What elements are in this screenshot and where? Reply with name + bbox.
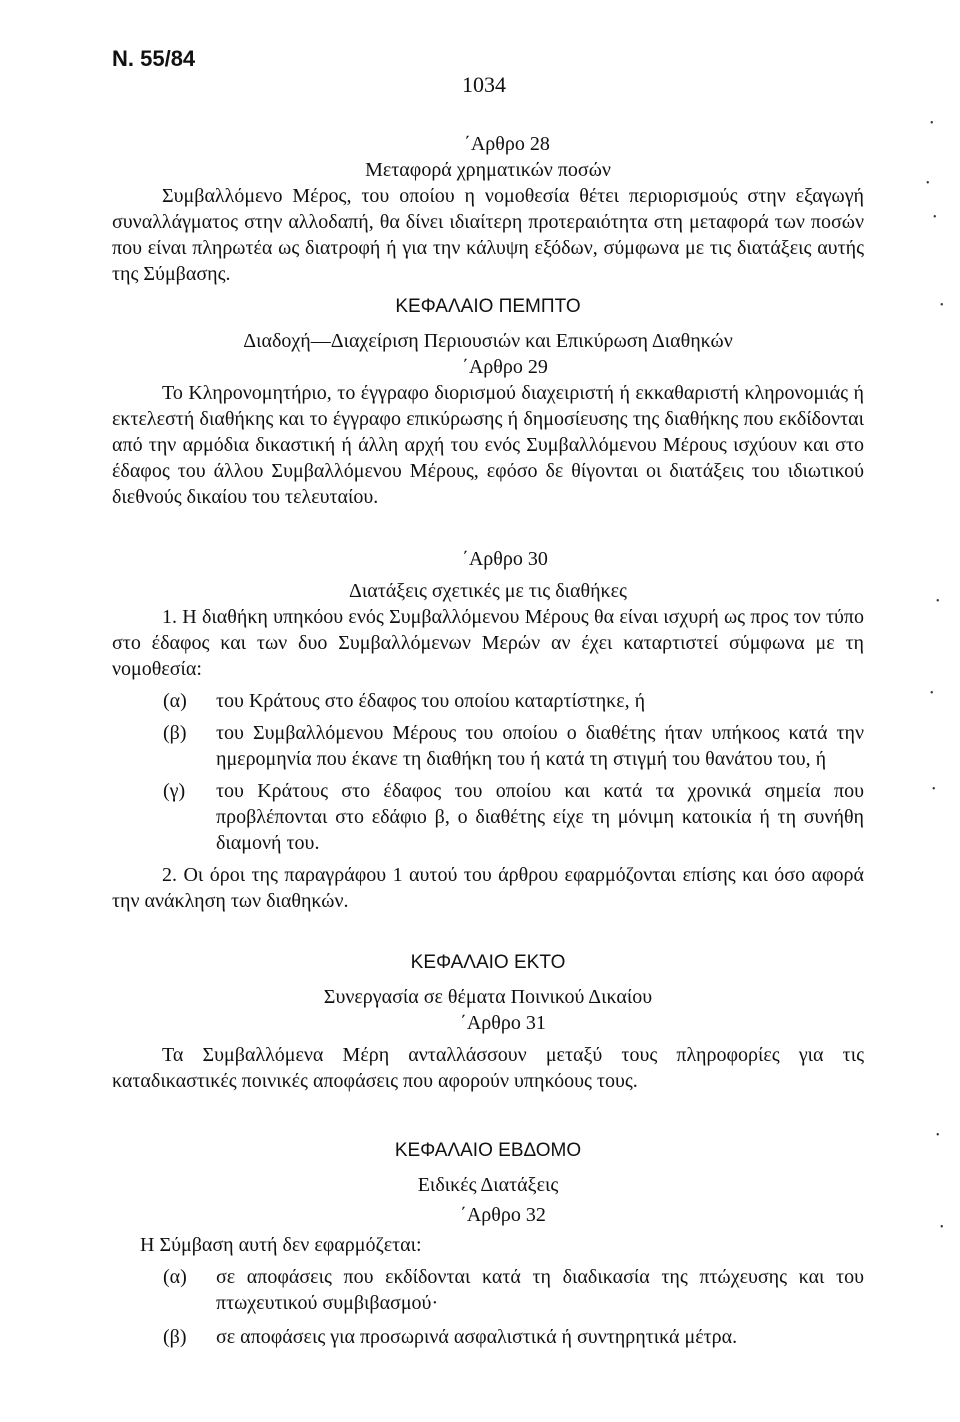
scan-speck: • (933, 212, 937, 223)
article-30-paragraph-1: 1. Η διαθήκη υπηκόου ενός Συμβαλλόμενου Μέρους θα είναι ισχυρή ως προς τον τύπο στο έδαφος και των δυο Συμβαλλόμενων Μερών αν έχει καταρτιστεί σύμφωνα με τη νομοθεσία: (112, 606, 864, 680)
article-31-body: Τα Συμβαλλόμενα Μέρη ανταλλάσσουν μεταξύ τους πληροφορίες για τις καταδικαστικές ποινικές αποφάσεις που αφορούν υπηκόους τους. (112, 1044, 864, 1092)
article-28-subtitle: Μεταφορά χρηματικών ποσών (365, 159, 611, 181)
list-item-label: (β) (163, 1326, 187, 1348)
article-30-subtitle: Διατάξεις σχετικές με τις διαθήκες (349, 580, 627, 602)
scan-speck: • (926, 178, 930, 189)
article-29-body: Το Κληρονομητήριο, το έγγραφο διορισμού διαχειριστή ή εκκαθαριστή κληρονομιάς ή εκτελεστή διαθήκης και το έγγραφο επικύρωσης ή δημοσίευσης της διαθήκης που εκδίδονται από την αρμόδια δικαστική ή άλλη αρχή του ενός Συμβαλλόμενου Μέρους ισχύουν και στο έδαφος του άλλου Συμβαλλόμενου Μέρους, εφόσο δε θίγονται οι διατάξεις του ιδιωτικού διεθνούς δικαίου του τελευταίου. (112, 382, 864, 508)
list-item-text: του Κράτους στο έδαφος του οποίου και κατά τα χρονικά σημεία που προβλέπονται στο εδάφιο β, ο διαθέτης είχε τη μόνιμη κατοικία ή τη συνήθη διαμονή του. (216, 780, 864, 854)
list-item-text: σε αποφάσεις για προσωρινά ασφαλιστικά ή συντηρητικά μέτρα. (216, 1326, 738, 1348)
page-number: 1034 (462, 72, 506, 97)
list-item (162, 720, 864, 772)
chapter-5-subtitle: Διαδοχή—Διαχείριση Περιουσιών και Επικύρωση Διαθηκών (243, 330, 733, 352)
scan-speck: • (936, 596, 940, 607)
article-30-paragraph-2: 2. Οι όροι της παραγράφου 1 αυτού του άρθρου εφαρμόζονται επίσης και όσο αφορά την ανάκληση των διαθηκών. (112, 864, 864, 912)
list-item-label: (α) (163, 690, 187, 712)
article-32-title: ΄Αρθρο 32 (460, 1204, 546, 1226)
scan-speck: • (932, 784, 936, 795)
list-item (162, 778, 864, 856)
list-item-label: (γ) (163, 780, 186, 802)
list-item-label: (β) (163, 722, 187, 744)
scan-speck: • (936, 1130, 940, 1141)
list-item-label: (α) (163, 1266, 187, 1288)
article-28-body: Συμβαλλόμενο Μέρος, του οποίου η νομοθεσία θέτει περιορισμούς στην εξαγωγή συναλλάγματος στην αλλοδαπή, θα δίνει ιδιαίτερη προτεραιότητα στη μεταφορά των ποσών που είναι πληρωτέα ως διατροφή ή για την κάλυψη εξόδων, σύμφωνα με τις διατάξεις αυτής της Σύμβασης. (112, 185, 864, 285)
chapter-5-title: ΚΕΦΑΛΑΙΟ ΠΕΜΠΤΟ (395, 296, 581, 317)
article-28-title: ΄Αρθρο 28 (464, 133, 550, 155)
list-item (162, 688, 864, 714)
chapter-6-subtitle: Συνεργασία σε θέματα Ποινικού Δικαίου (323, 986, 653, 1008)
chapter-7-title: ΚΕΦΑΛΑΙΟ ΕΒΔΟΜΟ (394, 1140, 582, 1161)
article-29-title: ΄Αρθρο 29 (462, 356, 548, 378)
chapter-6-title: ΚΕΦΑΛΑΙΟ ΕΚΤΟ (410, 952, 566, 973)
list-item (162, 1324, 864, 1350)
scan-speck: • (940, 300, 944, 311)
scan-speck: • (930, 118, 934, 129)
chapter-7-subtitle: Ειδικές Διατάξεις (417, 1174, 559, 1196)
document-body (112, 131, 864, 1350)
list-item-text: σε αποφάσεις που εκδίδονται κατά τη διαδικασία της πτώχευσης και του πτωχευτικού συμβιβασμού· (216, 1266, 864, 1314)
scan-speck: • (940, 1222, 944, 1233)
list-item (162, 1264, 864, 1316)
law-reference: Ν. 55/84 (112, 46, 196, 71)
article-31-title: ΄Αρθρο 31 (460, 1012, 546, 1034)
scan-speck: • (930, 688, 934, 699)
article-32-intro: Η Σύμβαση αυτή δεν εφαρμόζεται: (140, 1234, 422, 1256)
article-30-title: ΄Αρθρο 30 (462, 548, 548, 570)
list-item-text: του Κράτους στο έδαφος του οποίου καταρτίστηκε, ή (216, 690, 646, 712)
list-item-text: του Συμβαλλόμενου Μέρους του οποίου ο διαθέτης ήταν υπήκοος κατά την ημερομηνία που έκανε τη διαθήκη του ή κατά τη στιγμή του θανάτου του, ή (216, 722, 864, 770)
